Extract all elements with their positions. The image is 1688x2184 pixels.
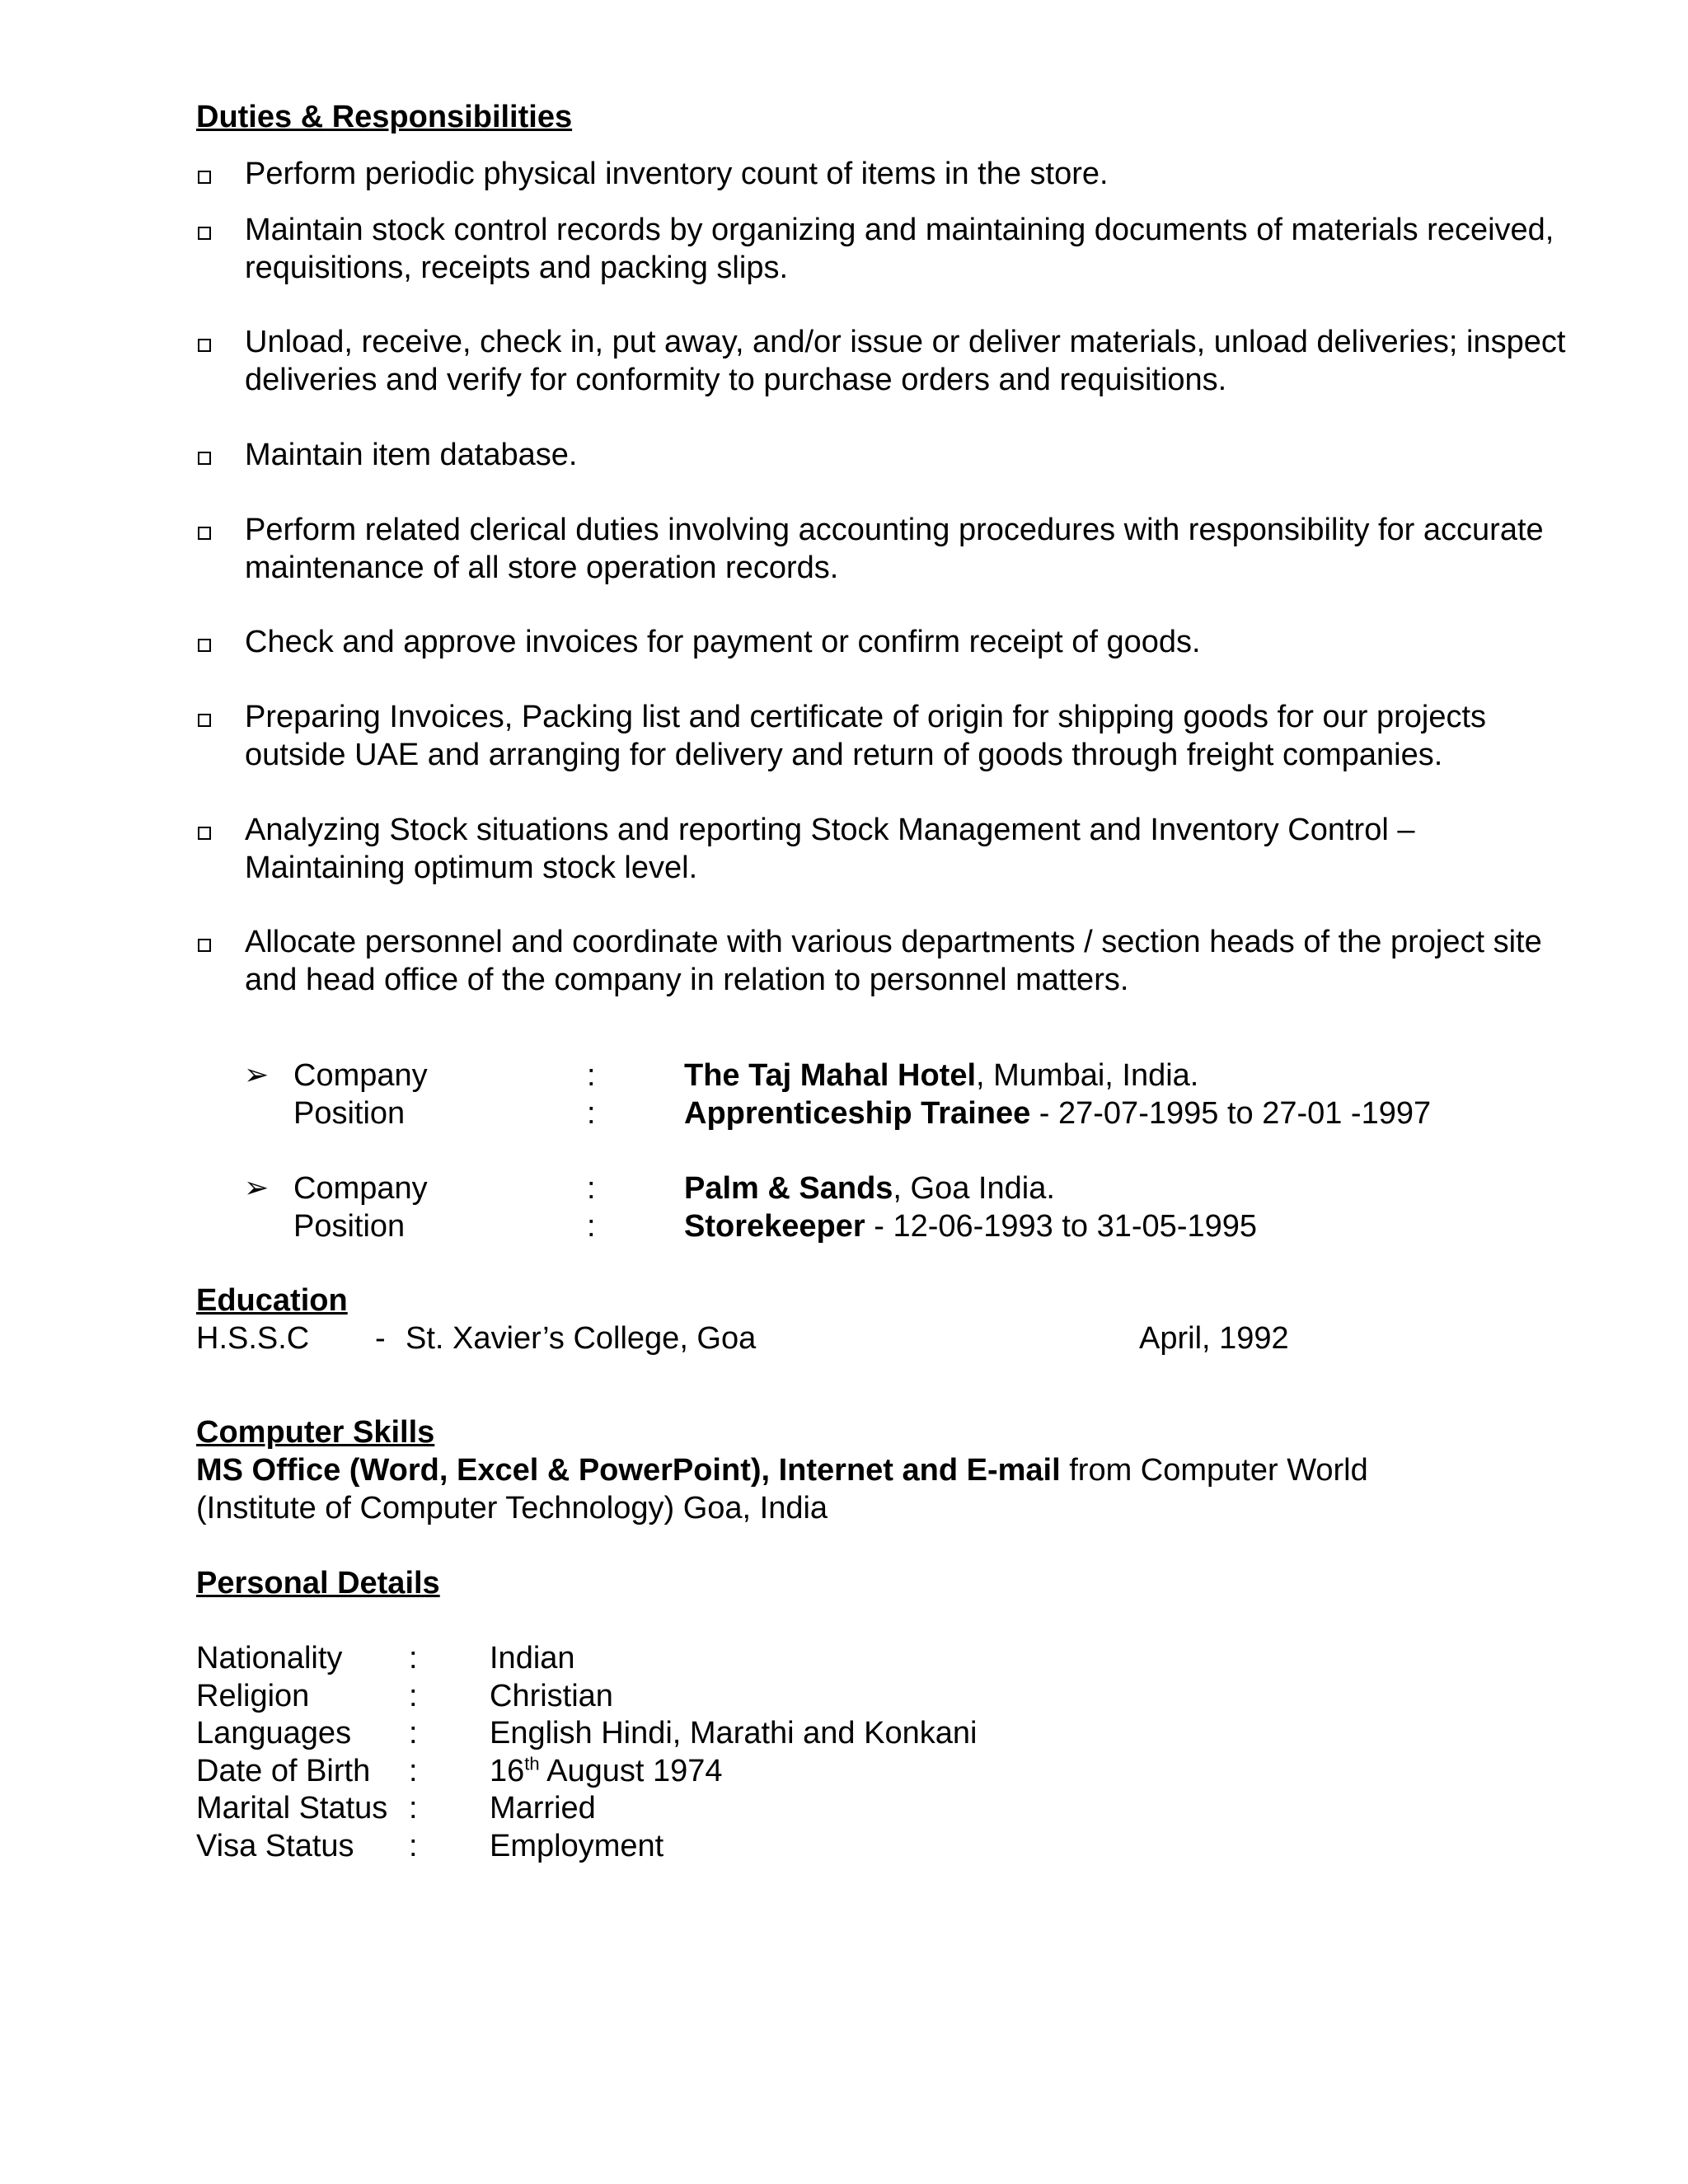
position-label: Position [293,1096,406,1131]
arrow-bullet-icon: ➢ [244,1171,270,1205]
personal-value-languages: English Hindi, Marathi and Konkani [490,1716,978,1750]
personal-value-dob [490,1752,723,1790]
colon: : [409,1829,418,1863]
duty-item: Allocate personnel and coordinate with various departments / section heads of the project site and head office of the company in relation to personnel matters. [245,925,1542,997]
colon: : [409,1754,418,1788]
colon: : [587,1209,596,1244]
dob-day: 16 [490,1754,525,1788]
company-value [684,1169,1055,1207]
square-bullet-icon [198,639,211,652]
colon: : [587,1171,596,1206]
square-bullet-icon [198,714,211,727]
square-bullet-icon [198,227,211,240]
position-title: Apprenticeship Trainee [684,1096,1031,1131]
personal-details-heading: Personal Details [196,1566,440,1601]
position-dates: - 12-06-1993 to 31-05-1995 [865,1209,1258,1244]
square-bullet-icon [198,939,211,952]
company-name: The Taj Mahal Hotel [684,1058,977,1093]
personal-value-religion: Christian [490,1679,613,1713]
education-qualification: H.S.S.C [196,1321,310,1356]
company-name: Palm & Sands [684,1171,893,1206]
education-dash: - [375,1321,386,1356]
square-bullet-icon [198,171,211,184]
colon: : [409,1641,418,1675]
position-value [684,1094,1431,1132]
duty-item: Preparing Invoices, Packing list and certificate of origin for shipping goods for our projects outside UAE and arranging for delivery and return of goods through freight companies. [245,700,1487,772]
personal-value-nationality: Indian [490,1641,575,1675]
colon: : [409,1716,418,1750]
position-value [684,1207,1257,1245]
square-bullet-icon [198,527,211,540]
education-heading: Education [196,1283,348,1318]
computer-skills-bold: MS Office (Word, Excel & PowerPoint), Internet and E-mail [196,1453,1061,1488]
colon: : [587,1096,596,1131]
colon: : [587,1058,596,1093]
position-title: Storekeeper [684,1209,865,1244]
company-value [684,1057,1198,1094]
dob-rest: August 1974 [539,1754,723,1788]
education-institution: St. Xavier’s College, Goa [406,1321,757,1356]
colon: : [409,1679,418,1713]
duty-item: Maintain item database. [245,438,578,472]
computer-skills-heading: Computer Skills [196,1415,435,1450]
position-dates: - 27-07-1995 to 27-01 -1997 [1030,1096,1432,1131]
company-location: , Goa India. [893,1171,1055,1206]
personal-value-marital-status: Married [490,1791,596,1825]
square-bullet-icon [198,452,211,465]
duty-item: Maintain stock control records by organizing and maintaining documents of materials received, requisitions, receipts and packing slips. [245,213,1554,285]
company-label: Company [293,1058,428,1093]
computer-skills-line2: (Institute of Computer Technology) Goa, India [196,1491,828,1526]
position-label: Position [293,1209,406,1244]
personal-label-marital-status: Marital Status [196,1791,388,1825]
personal-label-visa-status: Visa Status [196,1829,354,1863]
personal-label-dob: Date of Birth [196,1754,371,1788]
colon: : [409,1791,418,1825]
company-location: , Mumbai, India. [976,1058,1199,1093]
personal-label-languages: Languages [196,1716,352,1750]
square-bullet-icon [198,827,211,840]
square-bullet-icon [198,339,211,352]
personal-value-visa-status: Employment [490,1829,664,1863]
duty-item: Analyzing Stock situations and reporting Stock Management and Inventory Control – Maintaining optimum stock level. [245,813,1415,885]
dob-suffix: th [524,1753,540,1774]
duty-item: Unload, receive, check in, put away, and/or issue or deliver materials, unload deliveries; inspect deliveries and verify for conformity to purchase orders and requisitions. [245,325,1566,397]
duties-heading: Duties & Responsibilities [196,100,573,134]
personal-label-nationality: Nationality [196,1641,343,1675]
duty-item: Perform periodic physical inventory count of items in the store. [245,157,1109,191]
computer-skills-line1 [196,1451,1368,1489]
duty-item: Check and approve invoices for payment or confirm receipt of goods. [245,625,1201,659]
arrow-bullet-icon: ➢ [244,1058,270,1092]
computer-skills-rest: from Computer World [1060,1453,1368,1488]
education-date: April, 1992 [1139,1321,1289,1356]
duty-item: Perform related clerical duties involving accounting procedures with responsibility for accurate maintenance of all store operation records. [245,513,1544,585]
personal-label-religion: Religion [196,1679,310,1713]
company-label: Company [293,1171,428,1206]
